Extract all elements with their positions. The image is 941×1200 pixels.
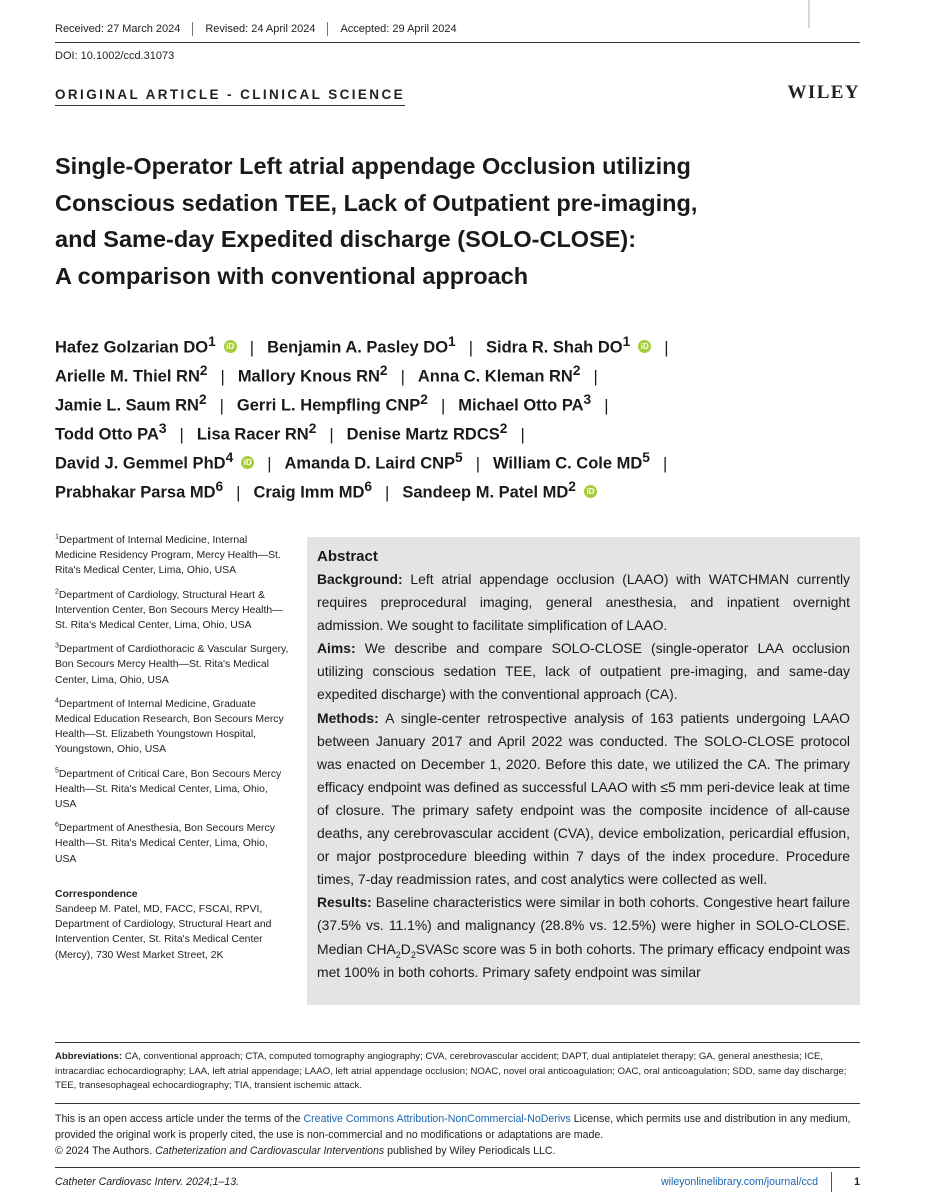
title-line: A comparison with conventional approach (55, 262, 529, 289)
author-name[interactable]: Prabhakar Parsa MD (55, 483, 216, 502)
copyright (55, 1143, 860, 1159)
affiliation-number: 3 (55, 642, 59, 650)
affiliation-text: Department of Cardiology, Structural Heart & Intervention Center, Bon Secours Mercy Health—St. Rita's Medical Center, Lima, Ohio, USA (55, 589, 283, 632)
orcid-icon[interactable]: iD (584, 485, 597, 498)
aims-text: We describe and compare SOLO-CLOSE (single-operator LAA occlusion utilizing conscious sedation TEE, lack of outpatient pre-imaging, and same-day expedited discharge) with the conventional approach (CA). (317, 640, 850, 703)
orcid-icon[interactable]: iD (241, 456, 254, 469)
revised-date: Revised: 24 April 2024 (192, 22, 327, 36)
affiliation-number: 2 (55, 588, 59, 596)
header-rule (55, 42, 860, 43)
author-name[interactable]: Benjamin A. Pasley DO (267, 338, 449, 357)
abstract-methods (317, 707, 850, 892)
affiliation-superscript: 6 (215, 479, 224, 494)
affiliation-superscript: 5 (642, 450, 650, 465)
journal-url-link[interactable]: wileyonlinelibrary.com/journal/ccd (660, 1176, 818, 1188)
orcid-icon[interactable]: iD (638, 340, 651, 353)
affiliation (55, 767, 290, 813)
affiliation-superscript: 2 (379, 363, 388, 378)
affiliation-superscript: 2 (420, 392, 428, 407)
author-separator: | (249, 338, 255, 357)
affiliation-text: Department of Cardiothoracic & Vascular Surgery, Bon Secours Mercy Health—St. Rita's Medical Center, Lima, Ohio, USA (55, 644, 289, 686)
footer-divider (831, 1172, 832, 1192)
background-label: Background: (317, 571, 403, 587)
author-separator: | (179, 425, 184, 444)
affiliations (55, 533, 290, 963)
affiliation-superscript: 1 (208, 334, 216, 349)
author-separator: | (400, 367, 405, 386)
author-separator: | (440, 396, 446, 415)
results-text: SVASc score was 5 in both cohorts. The primary efficacy endpoint was met 100% in both cohorts. Primary safety endpoint was similar (317, 940, 851, 980)
author-separator: | (604, 396, 609, 415)
article-dates (55, 22, 469, 36)
license-link[interactable]: Creative Commons Attribution-NonCommercial-NoDerivs (303, 1113, 571, 1125)
title-line: and Same-day Expedited discharge (SOLO-CLOSE): (55, 226, 637, 252)
author-name[interactable]: Sandeep M. Patel MD (402, 483, 569, 502)
abstract-background (317, 568, 850, 637)
section-label: ORIGINAL ARTICLE - CLINICAL SCIENCE (55, 87, 405, 106)
author-name[interactable]: Mallory Knous RN (237, 367, 380, 386)
affiliation-number: 4 (55, 697, 59, 705)
author-separator: | (219, 396, 224, 415)
abstract-box (307, 537, 860, 1005)
title-line: Conscious sedation TEE, Lack of Outpatient pre-imaging, (55, 189, 698, 216)
affiliation-number: 5 (55, 767, 59, 775)
license-notice (55, 1103, 860, 1159)
author-name[interactable]: Arielle M. Thiel RN (55, 367, 200, 386)
results-text: D (400, 940, 411, 957)
correspondence-body: Sandeep M. Patel, MD, FACC, FSCAI, RPVI, Department of Cardiology, Structural Heart and Intervention Center, St. Rita's Medical Center (Mercy), 730 West Market Street, 2K (55, 904, 272, 961)
author-name[interactable]: Anna C. Kleman RN (417, 367, 573, 386)
results-text: Baseline characteristics were similar in both cohorts. Congestive heart failure (37.5% vs. 11.1%) and malignancy (28.8% vs. 12.5%) were higher in SOLO-CLOSE. Median CHA (317, 894, 850, 957)
author-separator: | (520, 425, 525, 444)
affiliation-superscript: 1 (448, 334, 456, 349)
affiliation-superscript: 2 (568, 479, 576, 494)
affiliation (55, 697, 290, 758)
affiliation-superscript: 2 (199, 363, 208, 378)
author-line (55, 414, 875, 443)
author-separator: | (220, 367, 225, 386)
license-text (55, 1111, 860, 1143)
page-number: 1 (854, 1176, 860, 1188)
abstract-results (317, 891, 850, 983)
abbreviations-label: Abbreviations: (55, 1051, 123, 1062)
results-label: Results: (317, 894, 372, 911)
affiliation-number: 1 (55, 533, 59, 541)
author-separator: | (593, 367, 598, 386)
author-list (55, 327, 875, 501)
abbreviations (55, 1042, 860, 1094)
author-name[interactable]: Craig Imm MD (253, 483, 365, 502)
affiliation-superscript: 2 (572, 363, 581, 378)
author-separator: | (385, 483, 390, 502)
affiliation-text: Department of Critical Care, Bon Secours Mercy Health—St. Rita's Medical Center, Lima, Ohio, USA (55, 768, 282, 811)
aims-label: Aims: (317, 640, 356, 657)
affiliation-superscript: 1 (622, 334, 631, 349)
orcid-icon[interactable]: iD (224, 340, 237, 353)
affiliation-number: 6 (55, 821, 59, 829)
affiliation-superscript: 3 (158, 421, 167, 436)
page-footer (55, 1167, 860, 1189)
author-name[interactable]: Gerri L. Hempfling CNP (236, 396, 421, 415)
author-name[interactable]: Michael Otto PA (458, 396, 584, 415)
author-name[interactable]: Amanda D. Laird CNP (284, 454, 456, 473)
affiliation (55, 821, 290, 867)
author-line (55, 443, 875, 472)
methods-text: A single-center retrospective analysis of 163 patients undergoing LAAO between January 2017 and April 2022 was conducted. The SOLO-CLOSE protocol was enacted on December 1, 2020. Before this date, we utilized the CA. The primary efficacy endpoint was defined as successful LAAO with ≤5 mm peri-device leak at time of closure. The primary safety endpoint was the composite incidence of all-cause deaths, any cerebrovascular accident (CVA), device embolization, pericardial effusion, or major postprocedure bleeding within 7 days of the index procedure. Procedure times, 7-day readmission rates, and cost analytics were collected as well. (317, 709, 850, 888)
subscript: 2 (395, 949, 401, 960)
author-separator: | (236, 483, 241, 502)
journal-citation: Catheter Cardiovasc Interv. 2024;1–13. (55, 1176, 240, 1188)
abstract-aims (317, 637, 850, 706)
author-separator: | (267, 454, 272, 473)
author-name[interactable]: Denise Martz RDCS (346, 425, 500, 444)
abstract-heading: Abstract (317, 548, 378, 565)
copyright-pre: © 2024 The Authors. (55, 1145, 156, 1157)
affiliation-superscript: 3 (583, 392, 592, 407)
article-title (55, 148, 855, 294)
copyright-post: published by Wiley Periodicals LLC. (384, 1145, 556, 1157)
affiliation-superscript: 2 (198, 392, 207, 407)
author-line (55, 472, 875, 501)
author-name[interactable]: Todd Otto PA (55, 425, 159, 444)
author-line (55, 385, 875, 414)
author-line (55, 356, 875, 385)
license-post: License, which permits use and distribution in any medium, provided the original work is properly cited, the use is non-commercial and no modifications or adaptations are made. (55, 1113, 851, 1141)
author-separator: | (475, 454, 480, 473)
author-name[interactable]: Sidra R. Shah DO (485, 338, 623, 357)
subscript: 2 (410, 949, 416, 960)
author-name[interactable]: Jamie L. Saum RN (55, 396, 199, 415)
affiliation-superscript: 4 (225, 450, 234, 465)
affiliation-superscript: 6 (364, 479, 373, 494)
publisher-logo: WILEY (787, 82, 860, 103)
affiliation (55, 642, 290, 688)
author-separator: | (329, 425, 334, 444)
affiliation-text: Department of Anesthesia, Bon Secours Mercy Health—St. Rita's Medical Center, Lima, Ohio, USA (55, 823, 275, 865)
affiliation (55, 533, 290, 579)
author-separator: | (662, 454, 668, 473)
accepted-date: Accepted: 29 April 2024 (327, 22, 468, 36)
title-line: Single-Operator Left atrial appendage Occlusion utilizing (55, 153, 691, 179)
affiliation-superscript: 2 (499, 421, 508, 436)
received-date: Received: 27 March 2024 (55, 23, 181, 35)
author-name[interactable]: William C. Cole MD (493, 454, 643, 473)
author-separator: | (664, 338, 669, 357)
affiliation-superscript: 2 (308, 421, 317, 436)
author-line (55, 327, 875, 356)
affiliation-superscript: 5 (455, 450, 463, 465)
affiliation (55, 588, 290, 634)
author-name[interactable]: Lisa Racer RN (196, 425, 309, 444)
correspondence-heading: Correspondence (55, 888, 138, 900)
methods-label: Methods: (317, 709, 379, 726)
author-name[interactable]: Hafez Golzarian DO (55, 338, 209, 357)
author-name[interactable]: David J. Gemmel PhD (55, 454, 226, 473)
copyright-journal: Catheterization and Cardiovascular Interventions (155, 1145, 385, 1157)
doi: DOI: 10.1002/ccd.31073 (55, 50, 175, 62)
license-pre: This is an open access article under the terms of the (55, 1113, 304, 1125)
abbreviations-text: CA, conventional approach; CTA, computed tomography angiography; CVA, cerebrovascular accident; DAPT, dual antiplatelet therapy; GA, general anesthesia; ICE, intracardiac echocardiography; LAA, left atrial appendage; LAAO, left atrial appendage occlusion; NOAC, novel oral anticoagulation; OAC, oral anticoagulation; SDD, same day discharge; TEE, transesophageal echocardiography; TIA, transient ischemic attack. (55, 1051, 847, 1092)
background-text: Left atrial appendage occlusion (LAAO) with WATCHMAN currently requires preprocedural imaging, general anesthesia, and inpatient overnight admission. We sought to facilitate simplification of LAAO. (317, 571, 850, 634)
affiliation-text: Department of Internal Medicine, Graduate Medical Education Research, Bon Secours Mercy Health—St. Elizabeth Youngstown Hospital, Youngstown, Ohio, USA (55, 698, 284, 756)
page-edge-mark (808, 0, 810, 28)
affiliation-text: Department of Internal Medicine, Internal Medicine Residency Program, Mercy Health—St. Rita's Medical Center, Lima, Ohio, USA (55, 535, 281, 577)
author-separator: | (468, 338, 473, 357)
